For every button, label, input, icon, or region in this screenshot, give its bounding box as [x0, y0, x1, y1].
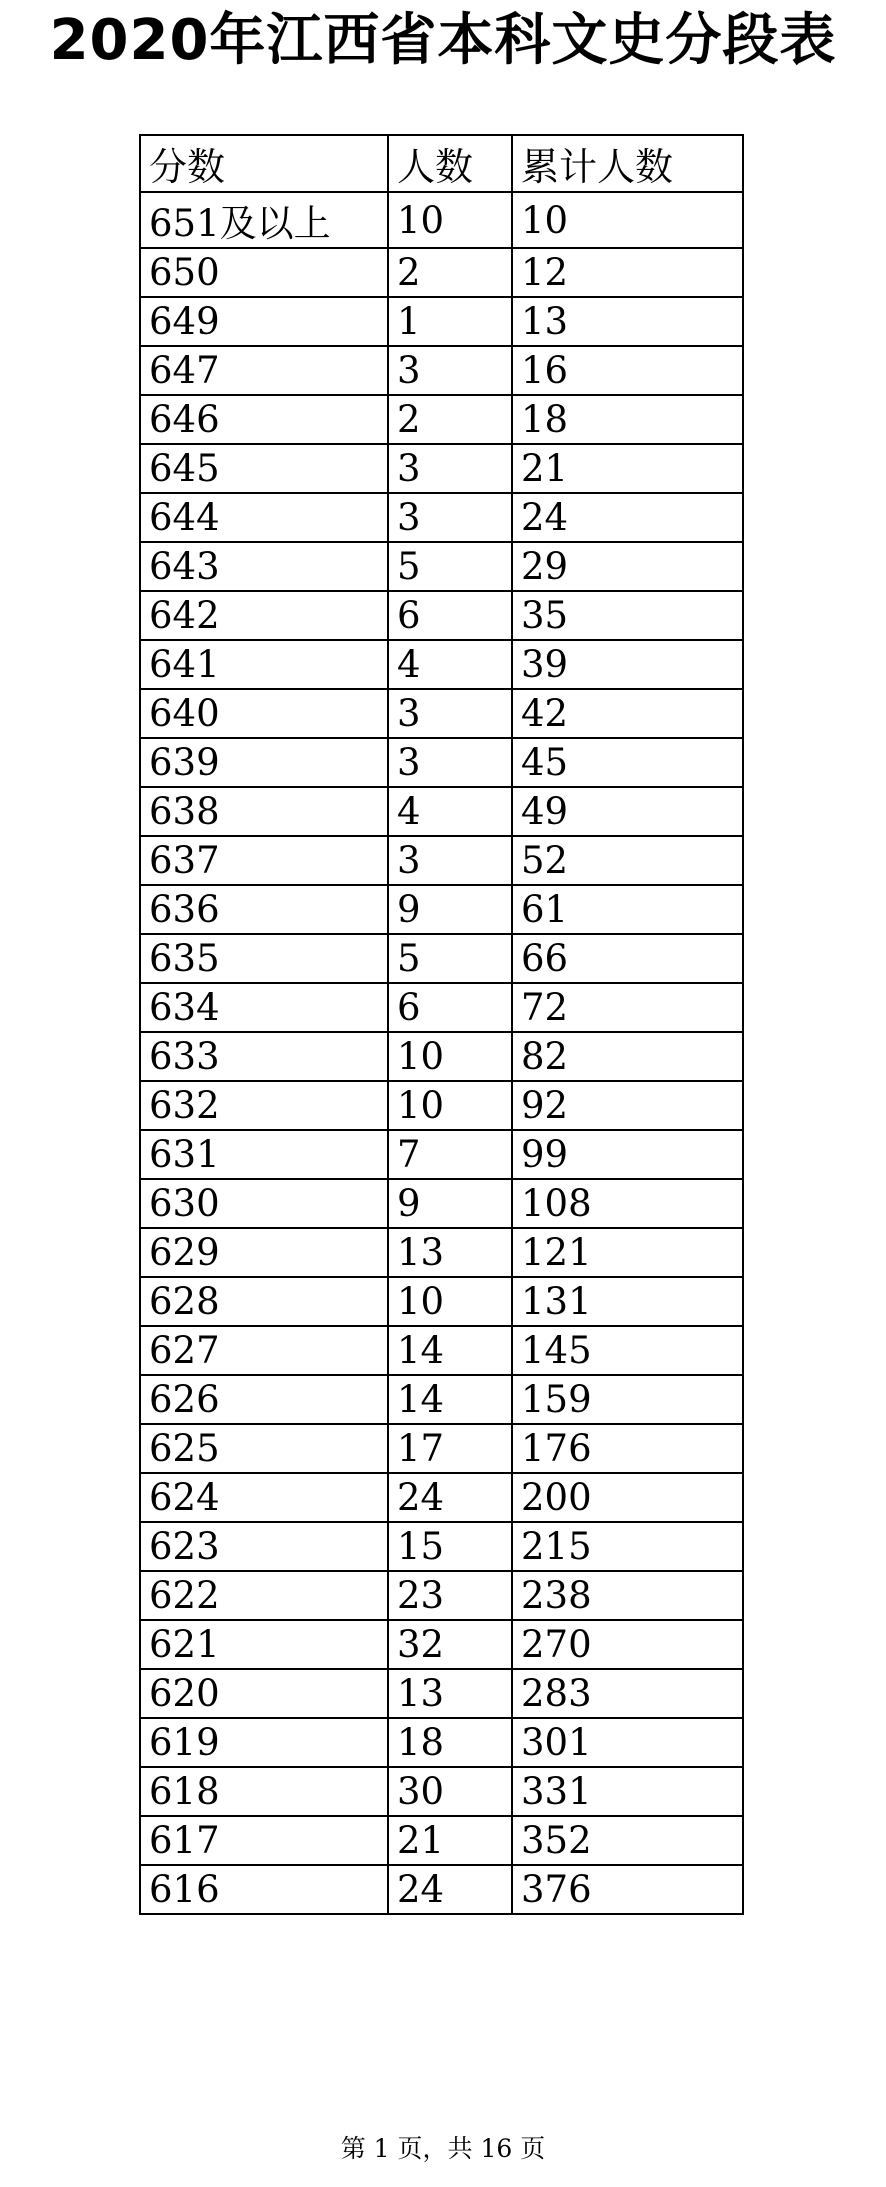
cell-count: 30 — [388, 1767, 512, 1816]
cell-count: 6 — [388, 591, 512, 640]
cell-count: 3 — [388, 738, 512, 787]
cell-score: 623 — [140, 1522, 388, 1571]
cell-cumulative: 92 — [512, 1081, 743, 1130]
cell-cumulative: 66 — [512, 934, 743, 983]
cell-cumulative: 12 — [512, 248, 743, 297]
cell-cumulative: 121 — [512, 1228, 743, 1277]
score-distribution-table — [139, 134, 744, 1915]
cell-count: 4 — [388, 640, 512, 689]
cell-cumulative: 18 — [512, 395, 743, 444]
table-row — [140, 885, 743, 934]
cell-score: 634 — [140, 983, 388, 1032]
cell-count: 3 — [388, 346, 512, 395]
table-row — [140, 248, 743, 297]
table-row — [140, 1816, 743, 1865]
cell-count: 10 — [388, 1081, 512, 1130]
header-count: 人数 — [388, 135, 512, 192]
cell-count: 13 — [388, 1669, 512, 1718]
table-row — [140, 1767, 743, 1816]
cell-count: 6 — [388, 983, 512, 1032]
table-row — [140, 1669, 743, 1718]
cell-score: 619 — [140, 1718, 388, 1767]
cell-score: 646 — [140, 395, 388, 444]
table-row — [140, 395, 743, 444]
cell-cumulative: 176 — [512, 1424, 743, 1473]
table-row — [140, 689, 743, 738]
cell-cumulative: 331 — [512, 1767, 743, 1816]
cell-count: 13 — [388, 1228, 512, 1277]
table-row — [140, 1032, 743, 1081]
cell-count: 5 — [388, 542, 512, 591]
cell-score: 642 — [140, 591, 388, 640]
cell-score: 627 — [140, 1326, 388, 1375]
cell-count: 14 — [388, 1326, 512, 1375]
cell-score: 650 — [140, 248, 388, 297]
cell-cumulative: 61 — [512, 885, 743, 934]
cell-score: 635 — [140, 934, 388, 983]
table-row — [140, 1130, 743, 1179]
cell-cumulative: 13 — [512, 297, 743, 346]
cell-cumulative: 16 — [512, 346, 743, 395]
table-row — [140, 1277, 743, 1326]
cell-score: 637 — [140, 836, 388, 885]
table-row — [140, 1718, 743, 1767]
cell-cumulative: 72 — [512, 983, 743, 1032]
cell-cumulative: 99 — [512, 1130, 743, 1179]
cell-cumulative: 45 — [512, 738, 743, 787]
cell-score: 618 — [140, 1767, 388, 1816]
cell-count: 10 — [388, 1277, 512, 1326]
cell-score: 636 — [140, 885, 388, 934]
table-row — [140, 1620, 743, 1669]
cell-count: 14 — [388, 1375, 512, 1424]
table-row — [140, 836, 743, 885]
cell-count: 24 — [388, 1473, 512, 1522]
cell-cumulative: 39 — [512, 640, 743, 689]
table-row — [140, 1473, 743, 1522]
cell-count: 24 — [388, 1865, 512, 1914]
cell-cumulative: 29 — [512, 542, 743, 591]
cell-score: 628 — [140, 1277, 388, 1326]
cell-score: 638 — [140, 787, 388, 836]
cell-score: 632 — [140, 1081, 388, 1130]
table-body — [140, 192, 743, 1914]
cell-count: 10 — [388, 192, 512, 248]
cell-cumulative: 301 — [512, 1718, 743, 1767]
table-row — [140, 1424, 743, 1473]
cell-count: 3 — [388, 493, 512, 542]
cell-score: 616 — [140, 1865, 388, 1914]
cell-score: 630 — [140, 1179, 388, 1228]
table-row — [140, 1375, 743, 1424]
table-row — [140, 640, 743, 689]
cell-cumulative: 200 — [512, 1473, 743, 1522]
cell-cumulative: 238 — [512, 1571, 743, 1620]
cell-count: 1 — [388, 297, 512, 346]
cell-cumulative: 49 — [512, 787, 743, 836]
cell-cumulative: 215 — [512, 1522, 743, 1571]
table-row — [140, 934, 743, 983]
cell-cumulative: 42 — [512, 689, 743, 738]
cell-cumulative: 35 — [512, 591, 743, 640]
cell-cumulative: 352 — [512, 1816, 743, 1865]
cell-score: 633 — [140, 1032, 388, 1081]
cell-score: 639 — [140, 738, 388, 787]
cell-cumulative: 376 — [512, 1865, 743, 1914]
cell-cumulative: 82 — [512, 1032, 743, 1081]
table-row — [140, 1179, 743, 1228]
cell-cumulative: 270 — [512, 1620, 743, 1669]
table-row — [140, 493, 743, 542]
table-row — [140, 1865, 743, 1914]
cell-count: 5 — [388, 934, 512, 983]
cell-count: 3 — [388, 444, 512, 493]
table-row — [140, 1081, 743, 1130]
cell-count: 9 — [388, 1179, 512, 1228]
cell-score: 625 — [140, 1424, 388, 1473]
cell-score: 631 — [140, 1130, 388, 1179]
cell-cumulative: 52 — [512, 836, 743, 885]
cell-score: 644 — [140, 493, 388, 542]
table-row — [140, 444, 743, 493]
cell-cumulative: 131 — [512, 1277, 743, 1326]
cell-cumulative: 145 — [512, 1326, 743, 1375]
cell-score: 640 — [140, 689, 388, 738]
cell-count: 7 — [388, 1130, 512, 1179]
table-row — [140, 192, 743, 248]
cell-score: 620 — [140, 1669, 388, 1718]
cell-cumulative: 21 — [512, 444, 743, 493]
table-header-row — [140, 135, 743, 192]
cell-score: 629 — [140, 1228, 388, 1277]
table-row — [140, 591, 743, 640]
cell-score: 617 — [140, 1816, 388, 1865]
cell-count: 3 — [388, 836, 512, 885]
page-title: 2020年江西省本科文史分段表 — [49, 8, 837, 73]
cell-count: 9 — [388, 885, 512, 934]
cell-count: 2 — [388, 248, 512, 297]
cell-count: 18 — [388, 1718, 512, 1767]
table-row — [140, 297, 743, 346]
table-row — [140, 1326, 743, 1375]
table-row — [140, 787, 743, 836]
cell-cumulative: 159 — [512, 1375, 743, 1424]
page-footer: 第 1 页，共 16 页 — [340, 2134, 546, 2163]
cell-count: 23 — [388, 1571, 512, 1620]
cell-score: 624 — [140, 1473, 388, 1522]
cell-score: 622 — [140, 1571, 388, 1620]
cell-count: 15 — [388, 1522, 512, 1571]
cell-cumulative: 24 — [512, 493, 743, 542]
cell-count: 10 — [388, 1032, 512, 1081]
cell-score: 649 — [140, 297, 388, 346]
cell-count: 2 — [388, 395, 512, 444]
table-row — [140, 346, 743, 395]
cell-score: 647 — [140, 346, 388, 395]
cell-score: 641 — [140, 640, 388, 689]
cell-count: 4 — [388, 787, 512, 836]
cell-count: 32 — [388, 1620, 512, 1669]
table-row — [140, 1522, 743, 1571]
cell-cumulative: 283 — [512, 1669, 743, 1718]
cell-count: 17 — [388, 1424, 512, 1473]
cell-score: 651及以上 — [140, 192, 388, 248]
table-row — [140, 1228, 743, 1277]
cell-count: 21 — [388, 1816, 512, 1865]
table-row — [140, 983, 743, 1032]
table-row — [140, 542, 743, 591]
cell-count: 3 — [388, 689, 512, 738]
cell-score: 621 — [140, 1620, 388, 1669]
table-row — [140, 738, 743, 787]
cell-cumulative: 10 — [512, 192, 743, 248]
header-score: 分数 — [140, 135, 388, 192]
cell-score: 645 — [140, 444, 388, 493]
table-row — [140, 1571, 743, 1620]
cell-cumulative: 108 — [512, 1179, 743, 1228]
cell-score: 643 — [140, 542, 388, 591]
header-cumulative: 累计人数 — [512, 135, 743, 192]
cell-score: 626 — [140, 1375, 388, 1424]
